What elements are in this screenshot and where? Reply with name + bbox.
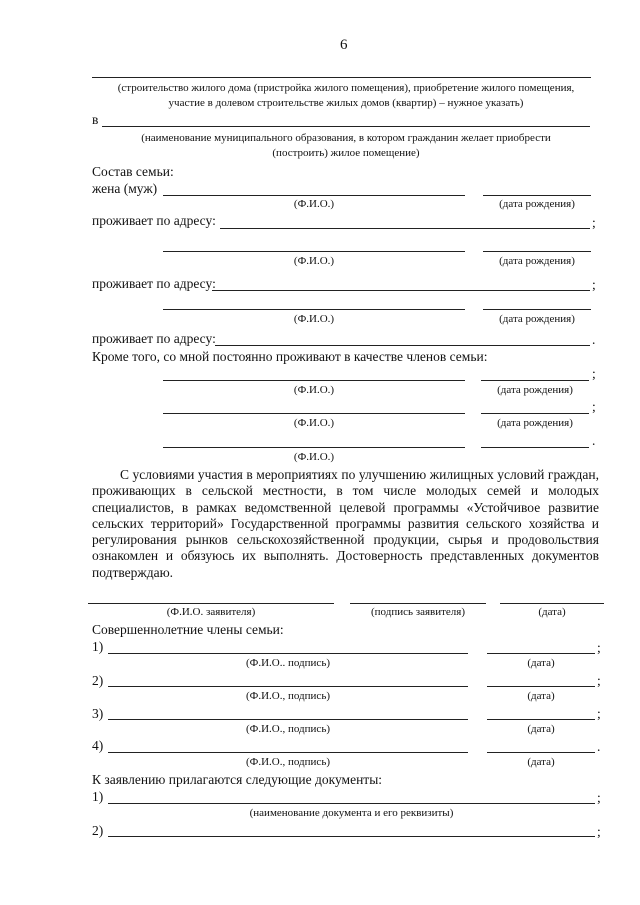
dob-caption: (дата рождения) xyxy=(499,198,575,210)
municipality-caption-1: (наименование муниципального образования, в котором гражданин желает приобрести xyxy=(141,132,551,144)
page-number: 6 xyxy=(340,37,348,53)
adult-sign-line[interactable] xyxy=(108,686,468,687)
member-dob-line[interactable] xyxy=(483,309,591,310)
address-end: ; xyxy=(592,277,596,292)
document-number: 2) xyxy=(92,823,104,838)
purpose-line[interactable] xyxy=(92,77,591,78)
adults-title: Совершеннолетние члены семьи: xyxy=(92,622,284,637)
dob-caption: (дата рождения) xyxy=(497,384,573,396)
adult-date-caption: (дата) xyxy=(527,723,555,735)
municipality-line[interactable] xyxy=(102,126,590,127)
family-title: Состав семьи: xyxy=(92,164,174,179)
adult-end: ; xyxy=(597,640,601,655)
fio-caption: (Ф.И.О.) xyxy=(293,198,335,210)
adult-number: 4) xyxy=(92,738,104,753)
fio-caption: (Ф.И.О.) xyxy=(293,255,335,267)
other-fio-line[interactable] xyxy=(163,413,465,414)
purpose-caption-2: участие в долевом строительстве жилых домов (квартир) – нужное указать) xyxy=(168,97,524,109)
line-end: ; xyxy=(592,399,596,414)
applicant-sign-line[interactable] xyxy=(350,603,486,604)
applicant-date-line[interactable] xyxy=(500,603,604,604)
adult-date-line[interactable] xyxy=(487,653,595,654)
line-end: . xyxy=(592,433,596,448)
adult-end: . xyxy=(597,739,601,754)
adult-sign-caption: (Ф.И.О., подпись) xyxy=(246,690,330,702)
other-dob-line[interactable] xyxy=(481,447,589,448)
adult-date-line[interactable] xyxy=(487,752,595,753)
address-label: проживает по адресу: xyxy=(92,331,216,346)
also-living-text: Кроме того, со мной постоянно проживают в качестве членов семьи: xyxy=(92,349,488,364)
address-end: . xyxy=(592,332,596,347)
other-fio-line[interactable] xyxy=(163,380,465,381)
dob-caption: (дата рождения) xyxy=(499,313,575,325)
purpose-caption-1: (строительство жилого дома (пристройка жилого помещения), приобретение жилого помещения, xyxy=(117,82,575,94)
adult-end: ; xyxy=(597,706,601,721)
adult-sign-caption: (Ф.И.О., подпись) xyxy=(246,723,330,735)
adult-sign-line[interactable] xyxy=(108,719,468,720)
fio-caption: (Ф.И.О.) xyxy=(293,384,335,396)
adult-date-line[interactable] xyxy=(487,686,595,687)
adult-sign-caption: (Ф.И.О.. подпись) xyxy=(246,657,330,669)
adult-date-line[interactable] xyxy=(487,719,595,720)
document-end: ; xyxy=(597,824,601,839)
other-dob-line[interactable] xyxy=(481,380,589,381)
document-caption: (наименование документа и его реквизиты) xyxy=(249,807,454,819)
dob-caption: (дата рождения) xyxy=(499,255,575,267)
address-label: проживает по адресу: xyxy=(92,213,216,228)
fio-caption: (Ф.И.О.) xyxy=(293,417,335,429)
member-fio-line[interactable] xyxy=(163,309,465,310)
address-line[interactable] xyxy=(220,228,590,229)
adult-number: 1) xyxy=(92,639,104,654)
adult-date-caption: (дата) xyxy=(527,690,555,702)
address-line[interactable] xyxy=(212,290,590,291)
member-dob-line[interactable] xyxy=(483,251,591,252)
other-dob-line[interactable] xyxy=(481,413,589,414)
adult-sign-line[interactable] xyxy=(108,752,468,753)
applicant-date-caption: (дата) xyxy=(538,606,566,618)
consent-paragraph: С условиями участия в мероприятиях по улучшению жилищных условий граждан, проживающих в сельской местности, в том числе молодых семей и молодых специалистов, в рамках ведомственной целевой программы «Устойчивое развитие сельских территорий» Государственной программы развития сельского хозяйства и регулирования рынков сельскохозяйственной продукции, сырья и продовольствия ознакомлен и обязуюсь их выполнять. Достоверность представленных документов подтверждаю. xyxy=(92,467,599,580)
fio-caption: (Ф.И.О.) xyxy=(293,451,335,463)
applicant-fio-line[interactable] xyxy=(88,603,334,604)
in-label: в xyxy=(92,112,99,127)
applicant-sign-caption: (подпись заявителя) xyxy=(370,606,466,618)
other-fio-line[interactable] xyxy=(163,447,465,448)
fio-caption: (Ф.И.О.) xyxy=(293,313,335,325)
address-end: ; xyxy=(592,215,596,230)
municipality-caption-2: (построить) жилое помещение) xyxy=(272,147,420,159)
adult-date-caption: (дата) xyxy=(527,657,555,669)
applicant-fio-caption: (Ф.И.О. заявителя) xyxy=(166,606,256,618)
document-number: 1) xyxy=(92,789,104,804)
adult-sign-caption: (Ф.И.О., подпись) xyxy=(246,756,330,768)
document-line[interactable] xyxy=(108,836,595,837)
adult-sign-line[interactable] xyxy=(108,653,468,654)
address-line[interactable] xyxy=(215,345,590,346)
document-end: ; xyxy=(597,790,601,805)
address-label: проживает по адресу: xyxy=(92,276,216,291)
adult-date-caption: (дата) xyxy=(527,756,555,768)
documents-title: К заявлению прилагаются следующие документы: xyxy=(92,772,383,787)
adult-number: 3) xyxy=(92,706,104,721)
adult-number: 2) xyxy=(92,673,104,688)
adult-end: ; xyxy=(597,673,601,688)
document-line[interactable] xyxy=(108,803,595,804)
line-end: ; xyxy=(592,366,596,381)
spouse-label: жена (муж) xyxy=(92,181,158,196)
member-fio-line[interactable] xyxy=(163,251,465,252)
spouse-fio-line[interactable] xyxy=(163,195,465,196)
dob-caption: (дата рождения) xyxy=(497,417,573,429)
spouse-dob-line[interactable] xyxy=(483,195,591,196)
